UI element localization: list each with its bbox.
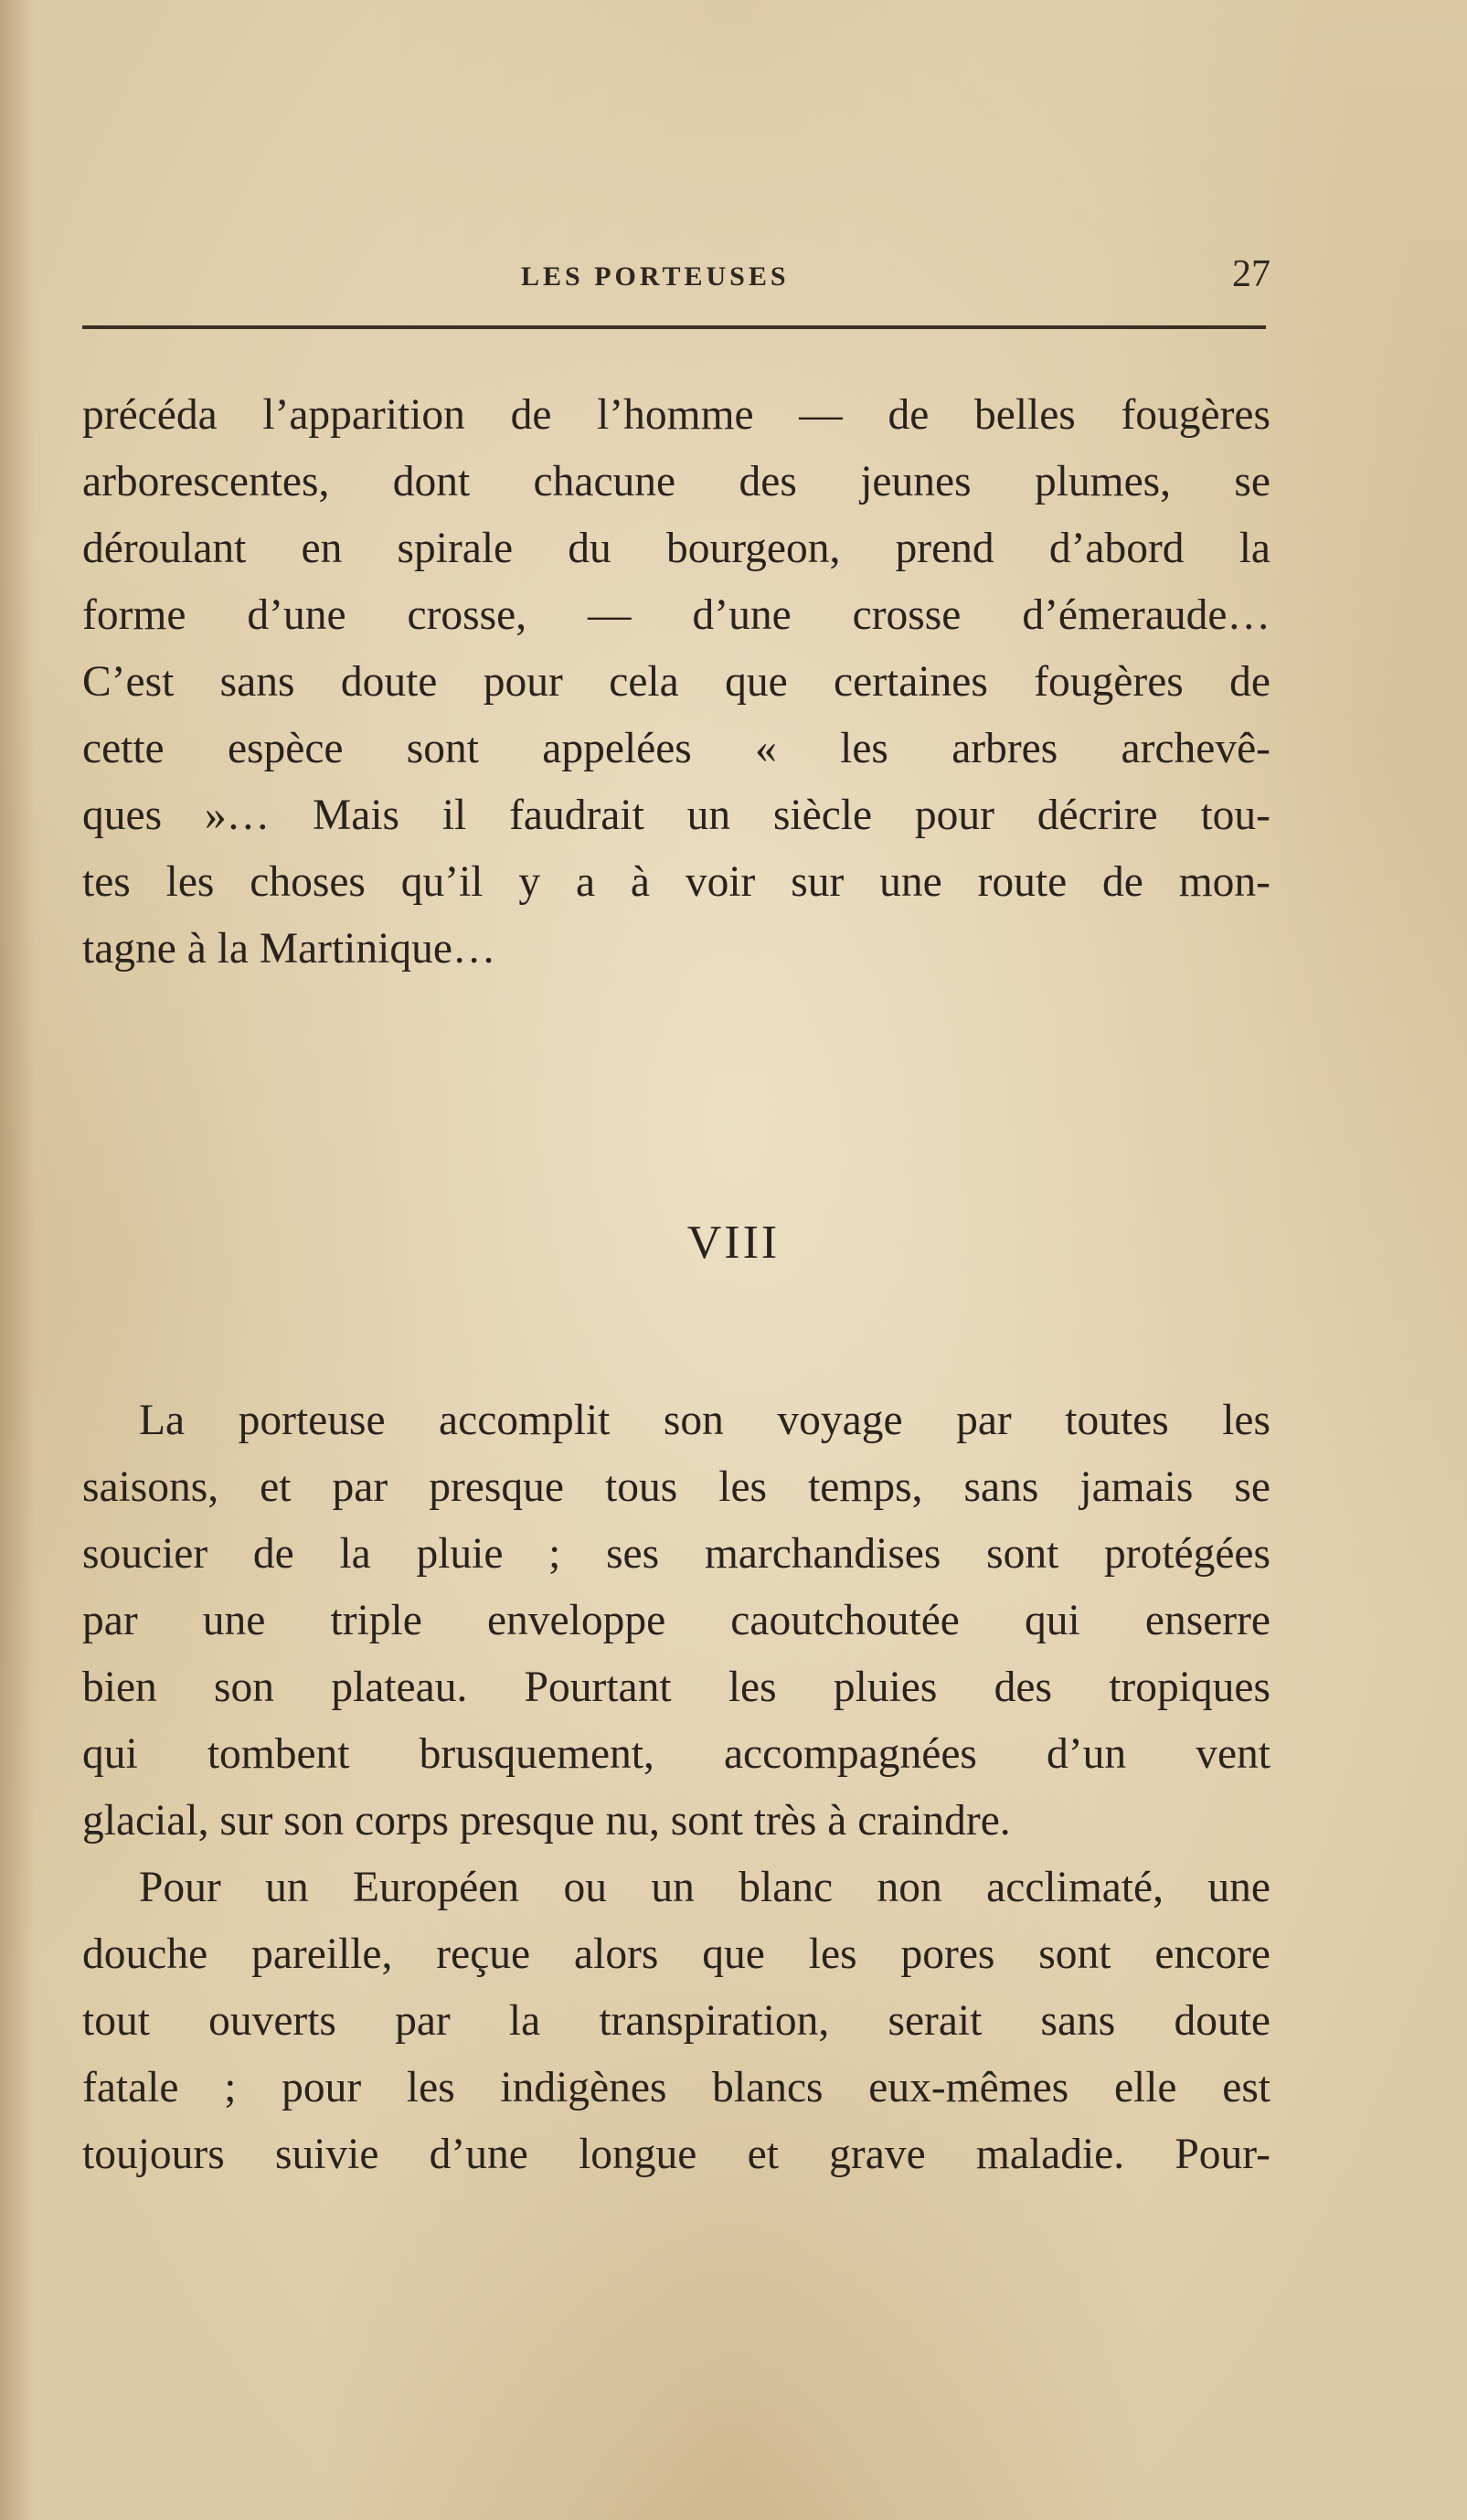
text-line: tes les choses qu’il y a à voir sur une route de mon- — [82, 858, 1270, 906]
text-line: toujours suivie d’une longue et grave maladie. Pour- — [82, 2131, 1270, 2178]
text-line: précéda l’apparition de l’homme — de belles fougères — [82, 391, 1270, 439]
running-title: LES PORTEUSES — [521, 261, 790, 292]
chapter-heading: VIII — [686, 1217, 781, 1269]
paragraph-continued — [82, 382, 1270, 983]
text-line: ques »… Mais il faudrait un siècle pour décrire tou- — [82, 792, 1270, 839]
text-line: douche pareille, reçue alors que les pores sont encore — [82, 1930, 1270, 1978]
header-rule — [82, 325, 1266, 329]
text-line: soucier de la pluie ; ses marchandises sont protégées — [82, 1530, 1270, 1578]
paragraph — [82, 1855, 1270, 2188]
page-number: 27 — [1232, 253, 1270, 295]
text-line: glacial, sur son corps presque nu, sont très à craindre. — [82, 1797, 1011, 1845]
text-line: arborescentes, dont chacune des jeunes plumes, se — [82, 458, 1270, 505]
text-line: par une triple enveloppe caoutchoutée qui enserre — [82, 1597, 1270, 1644]
paragraph — [82, 1388, 1270, 1855]
text-line: La porteuse accomplit son voyage par toutes les — [139, 1397, 1270, 1444]
text-line: tout ouverts par la transpiration, serait sans doute — [82, 1997, 1270, 2045]
text-line: bien son plateau. Pourtant les pluies des tropiques — [82, 1664, 1270, 1711]
text-line: qui tombent brusquement, accompagnées d’un vent — [82, 1730, 1270, 1778]
running-header — [82, 247, 1270, 302]
text-line: tagne à la Martinique… — [82, 925, 496, 973]
text-line: déroulant en spirale du bourgeon, prend d’abord la — [82, 525, 1270, 572]
text-line: forme d’une crosse, — d’une crosse d’émeraude… — [82, 591, 1270, 639]
text-line: Pour un Européen ou un blanc non acclimaté, une — [139, 1864, 1270, 1911]
text-line: C’est sans doute pour cela que certaines fougères de — [82, 658, 1270, 706]
text-line: cette espèce sont appelées « les arbres archevê- — [82, 725, 1270, 772]
text-line: fatale ; pour les indigènes blancs eux-mêmes elle est — [82, 2064, 1270, 2111]
text-line: saisons, et par presque tous les temps, sans jamais se — [82, 1463, 1270, 1511]
